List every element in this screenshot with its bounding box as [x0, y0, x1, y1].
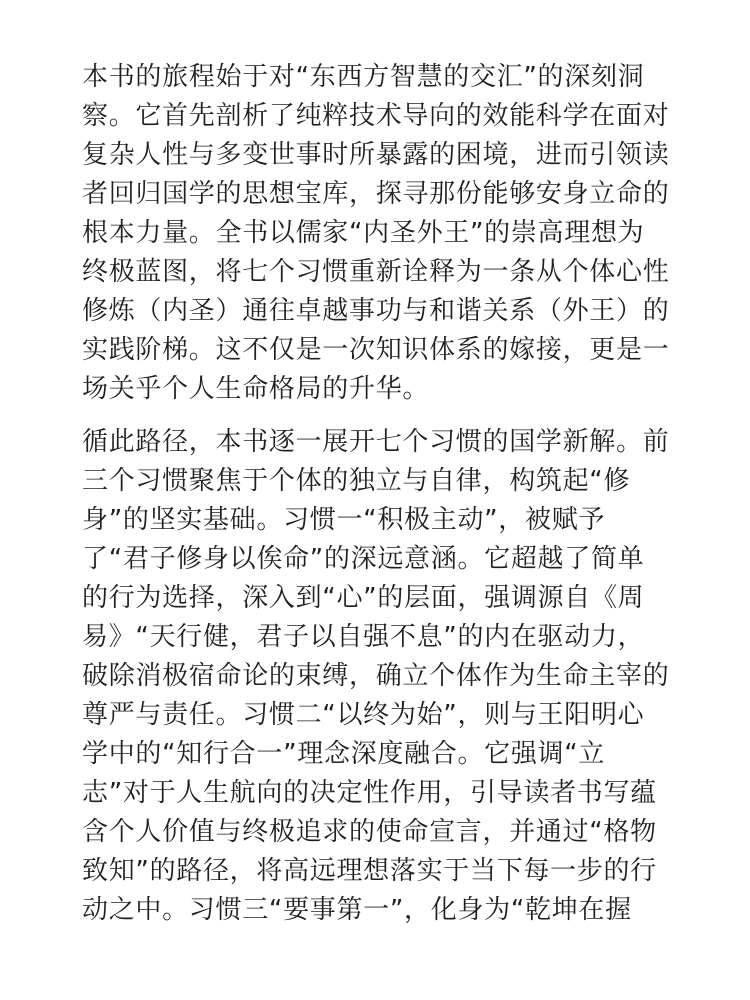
- text-line: 学中的“知行合一”理念深度融合。它强调“立: [82, 739, 606, 769]
- text-line: 复杂人性与多变世事时所暴露的困境，进而引领读: [82, 140, 670, 170]
- text-line: 的行为选择，深入到“心”的层面，强调源自《周: [82, 583, 645, 613]
- text-line: 根本力量。全书以儒家“内圣外王”的崇高理想为: [82, 218, 645, 248]
- text-line: 破除消极宿命论的束缚，确立个体作为生命主宰的: [82, 661, 670, 691]
- paragraph-intro: [82, 58, 672, 409]
- text-line: 修炼（内圣）通往卓越事功与和谐关系（外王）的: [82, 296, 670, 326]
- text-line: 志”对于人生航向的决定性作用，引导读者书写蕴: [82, 778, 657, 808]
- text-line: 尊严与责任。习惯二“以终为始”，则与王阳明心: [82, 700, 645, 730]
- text-line: 终极蓝图，将七个习惯重新诠释为一条从个体心性: [82, 257, 670, 287]
- text-line: 致知”的路径，将高远理想落实于当下每一步的行: [82, 856, 657, 886]
- document-page: [82, 58, 672, 930]
- text-line: 了“君子修身以俟命”的深远意涵。它超越了简单: [82, 544, 645, 574]
- text-line: 察。它首先剖析了纯粹技术导向的效能科学在面对: [82, 101, 670, 131]
- text-line: 实践阶梯。这不仅是一次知识体系的嫁接，更是一: [82, 335, 670, 365]
- text-line: 动之中。习惯三“要事第一”，化身为“乾坤在握: [82, 895, 632, 925]
- text-line: 身”的坚实基础。习惯一“积极主动”，被赋予: [82, 505, 606, 535]
- text-line: 含个人价值与终极追求的使命宣言，并通过“格物: [82, 817, 657, 847]
- text-line: 易》“天行健，君子以自强不息”的内在驱动力，: [82, 622, 645, 652]
- text-line: 本书的旅程始于对“东西方智慧的交汇”的深刻洞: [82, 62, 645, 92]
- text-line: 三个习惯聚焦于个体的独立与自律，构筑起“修: [82, 466, 631, 496]
- paragraph-habits: [82, 423, 672, 930]
- text-line: 者回归国学的思想宝库，探寻那份能够安身立命的: [82, 179, 670, 209]
- text-line: 场关乎个人生命格局的升华。: [82, 374, 430, 404]
- text-line: 循此路径，本书逐一展开七个习惯的国学新解。前: [82, 427, 670, 457]
